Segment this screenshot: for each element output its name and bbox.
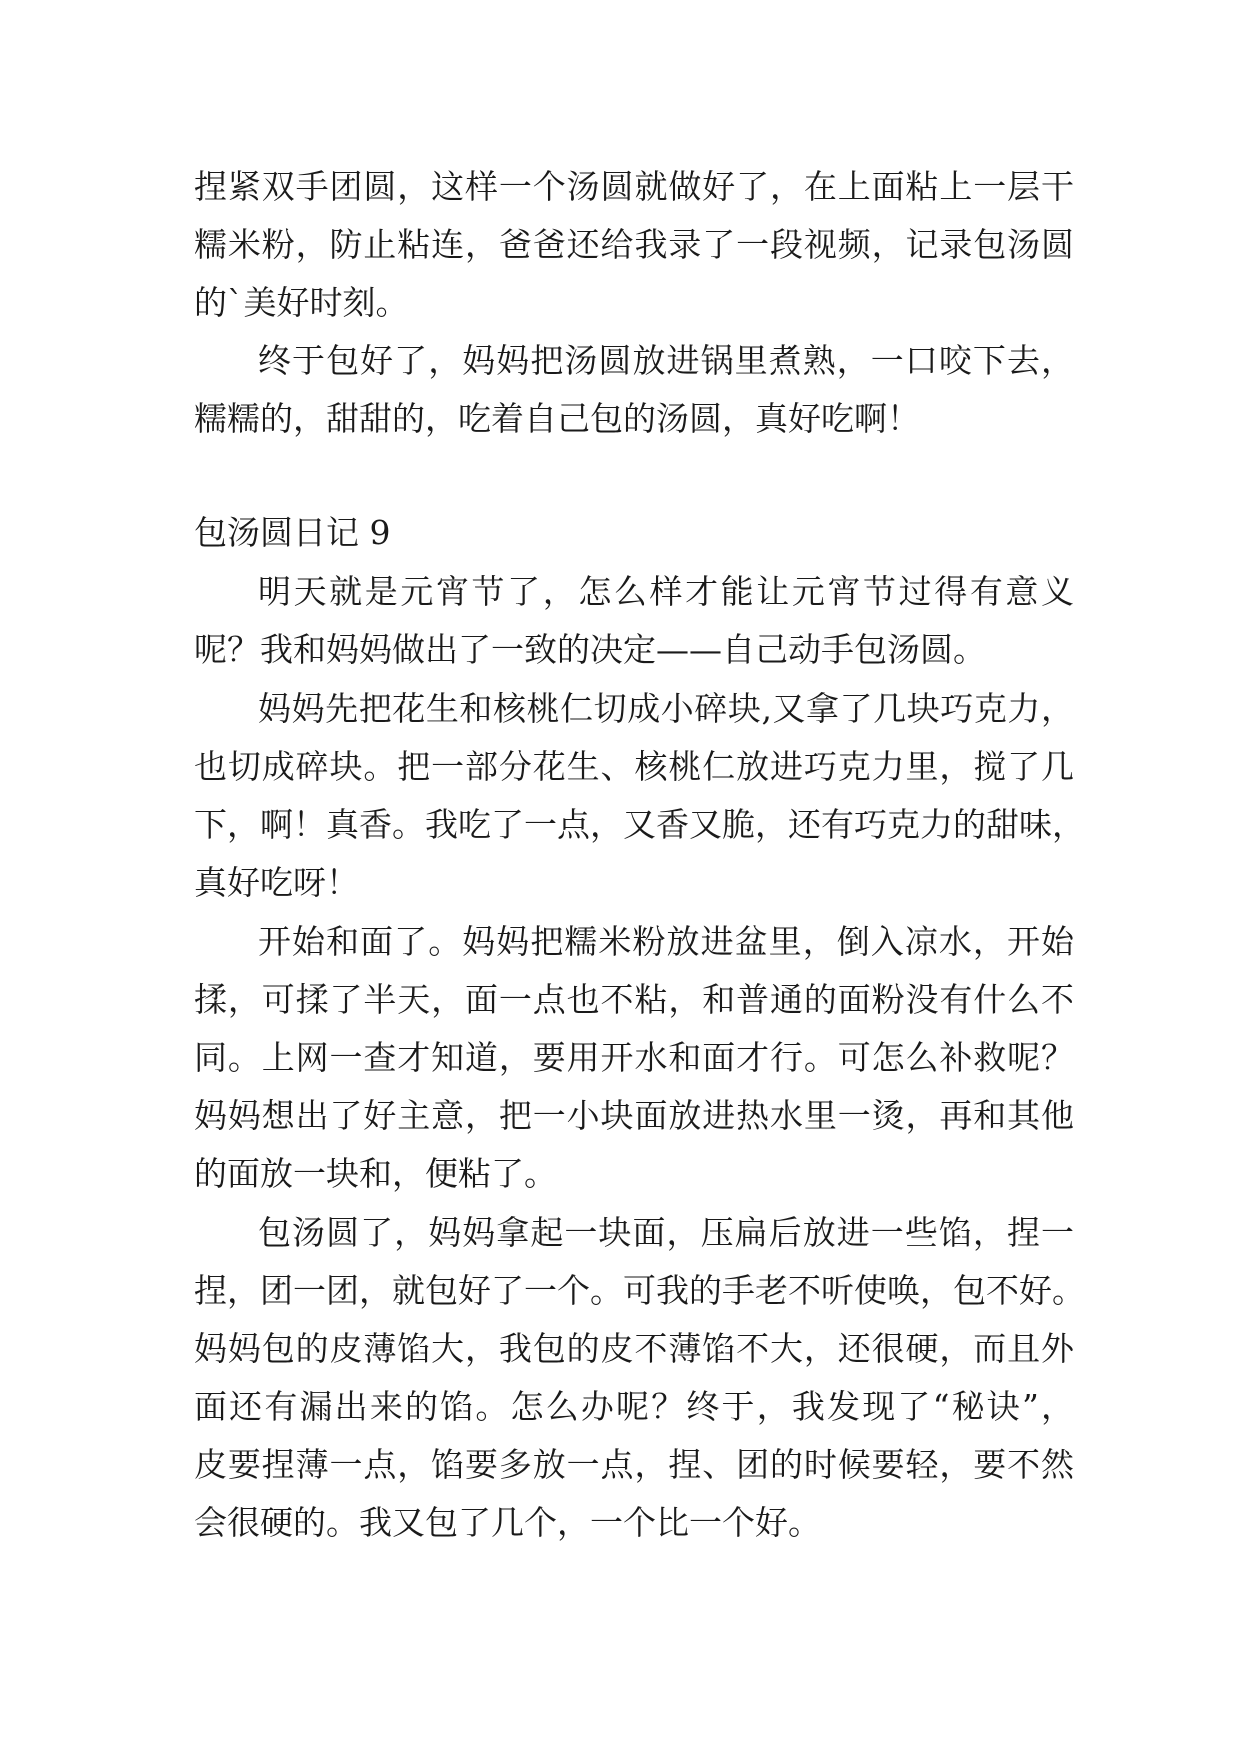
- paragraph-line: 妈妈包的皮薄馅大，我包的皮不薄馅不大，还很硬，而且外: [194, 1329, 1074, 1368]
- paragraph-line: 皮要捏薄一点，馅要多放一点，捏、团的时候要轻，要不然: [194, 1445, 1074, 1484]
- paragraph-line: 明天就是元宵节了，怎么样才能让元宵节过得有意义: [258, 572, 1074, 611]
- paragraph-line: 糯糯的，甜甜的，吃着自己包的汤圆，真好吃啊！: [194, 399, 920, 438]
- paragraph-line: 糯米粉，防止粘连，爸爸还给我录了一段视频，记录包汤圆: [194, 225, 1074, 264]
- paragraph-line: 妈妈先把花生和核桃仁切成小碎块,又拿了几块巧克力，: [258, 689, 1074, 728]
- paragraph-line: 面还有漏出来的馅。怎么办呢？终于，我发现了“秘诀”，: [194, 1387, 1074, 1426]
- paragraph-line: 同。上网一查才知道，要用开水和面才行。可怎么补救呢？: [194, 1038, 1074, 1077]
- paragraph-line: 妈妈想出了好主意，把一小块面放进热水里一烫，再和其他: [194, 1096, 1074, 1135]
- paragraph-line: 捏紧双手团圆，这样一个汤圆就做好了，在上面粘上一层干: [194, 167, 1074, 206]
- paragraph-line: 终于包好了，妈妈把汤圆放进锅里煮熟，一口咬下去，: [258, 341, 1074, 380]
- paragraph-line: 包汤圆了，妈妈拿起一块面，压扁后放进一些馅，捏一: [258, 1213, 1074, 1252]
- paragraph-line: 也切成碎块。把一部分花生、核桃仁放进巧克力里，搅了几: [194, 747, 1074, 786]
- paragraph-line: 呢？我和妈妈做出了一致的决定——自己动手包汤圆。: [194, 630, 986, 669]
- paragraph-line: 的`美好时刻。: [194, 283, 409, 322]
- paragraph-line: 真好吃呀！: [194, 863, 359, 902]
- paragraph-line: 会很硬的。我又包了几个，一个比一个好。: [194, 1503, 821, 1542]
- paragraph-line: 揉，可揉了半天，面一点也不粘，和普通的面粉没有什么不: [194, 980, 1074, 1019]
- paragraph-line: 开始和面了。妈妈把糯米粉放进盆里，倒入凉水，开始: [258, 922, 1074, 961]
- paragraph-line: 捏，团一团，就包好了一个。可我的手老不听使唤，包不好。: [194, 1271, 1085, 1310]
- paragraph-line: 的面放一块和，便粘了。: [194, 1154, 557, 1193]
- paragraph-line: 下，啊！真香。我吃了一点，又香又脆，还有巧克力的甜味，: [194, 805, 1085, 844]
- section-title: 包汤圆日记 9: [194, 513, 391, 552]
